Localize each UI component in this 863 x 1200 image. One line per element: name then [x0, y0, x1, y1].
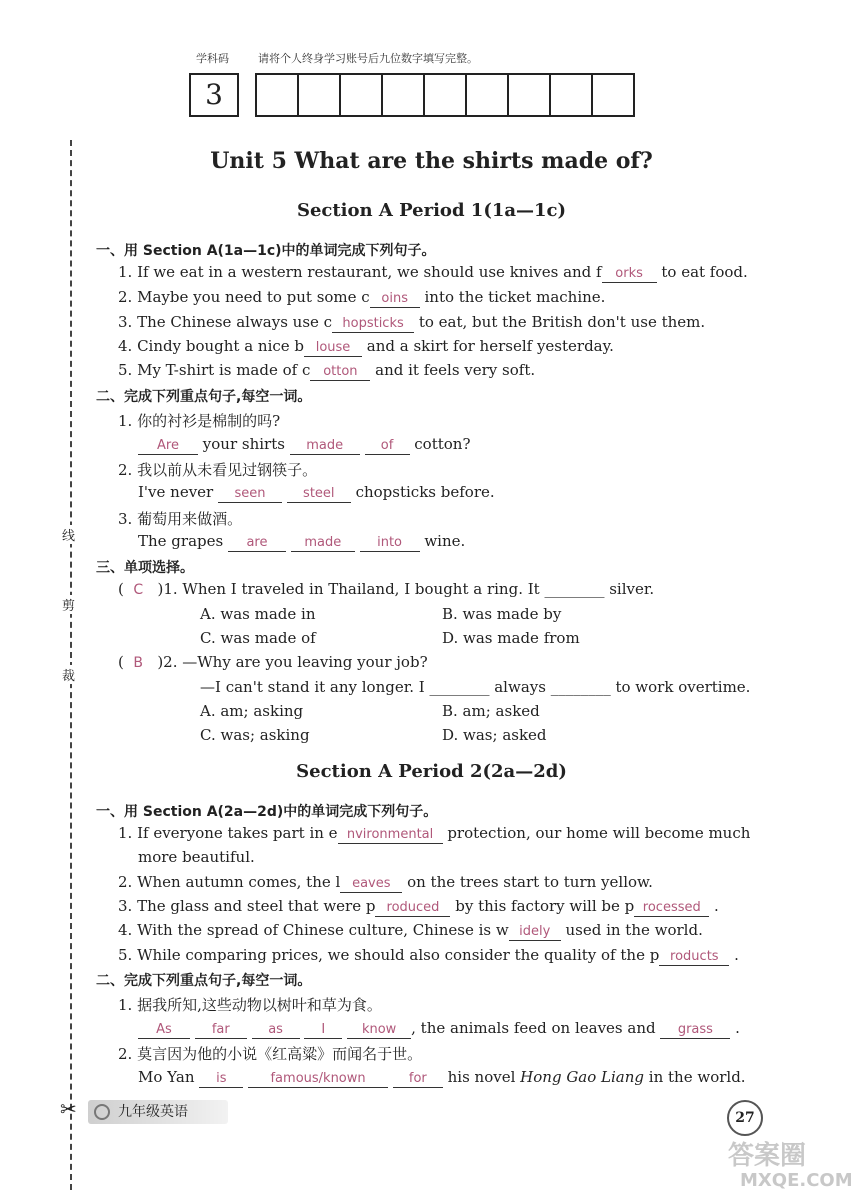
- s2-p2-q2-cn: 2. 莫言因为他的小说《红高粱》而闻名于世。: [118, 1045, 423, 1063]
- mc-q2: ( B )2. —Why are you leaving your job?: [118, 653, 428, 671]
- section1-title: Section A Period 1(1a—1c): [296, 200, 567, 221]
- answer-blank[interactable]: into: [360, 535, 420, 552]
- s1-p1-q1: 1. If we eat in a western restaurant, we should use knives and f orks to eat food.: [118, 263, 748, 281]
- answer-blank[interactable]: roduced: [375, 900, 450, 917]
- s2-part2-heading: 二、完成下列重点句子,每空一词。: [96, 973, 312, 989]
- watermark-url: MXQE.COM: [740, 1170, 853, 1191]
- s1-p1-q3: 3. The Chinese always use c hopsticks to eat, but the British don't use them.: [118, 313, 706, 331]
- mc-q2-option-d: D. was; asked: [442, 726, 547, 744]
- answer-blank[interactable]: as: [252, 1022, 300, 1039]
- s2-p2-q1: As far as I know , the animals feed on leaves and grass .: [138, 1019, 740, 1039]
- digit-box[interactable]: [423, 73, 467, 117]
- subject-code-label: 学科码: [196, 52, 229, 65]
- digit-box[interactable]: [297, 73, 341, 117]
- digit-box[interactable]: [549, 73, 593, 117]
- s1-p1-q4: 4. Cindy bought a nice b louse and a skirt for herself yesterday.: [118, 337, 614, 355]
- digit-box[interactable]: [381, 73, 425, 117]
- s1-p2-q3-cn: 3. 葡萄用来做酒。: [118, 510, 243, 528]
- answer-blank[interactable]: I: [304, 1022, 342, 1039]
- watermark-text: 答案圈: [728, 1141, 807, 1171]
- answer-blank[interactable]: seen: [218, 486, 282, 503]
- mc-q2-option-a: A. am; asking: [200, 702, 304, 720]
- answer-blank[interactable]: orks: [602, 266, 657, 283]
- mc-q1-option-c: C. was made of: [200, 629, 316, 647]
- s2-p1-q2: 2. When autumn comes, the l eaves on the trees start to turn yellow.: [118, 873, 653, 891]
- mc-q2-line2: —I can't stand it any longer. I ________ always ________ to work overtime.: [200, 678, 751, 696]
- s1-part3-heading: 三、单项选择。: [96, 560, 194, 576]
- s1-p2-q1-cn: 1. 你的衬衫是棉制的吗?: [118, 412, 281, 430]
- mc-q1: ( C )1. When I traveled in Thailand, I bought a ring. It ________ silver.: [118, 580, 655, 598]
- answer-blank[interactable]: made: [290, 438, 360, 455]
- digit-box[interactable]: [339, 73, 383, 117]
- digit-box[interactable]: [465, 73, 509, 117]
- s1-part2-heading: 二、完成下列重点句子,每空一词。: [96, 389, 312, 405]
- page-number: 27: [727, 1100, 763, 1136]
- answer-blank[interactable]: steel: [287, 486, 351, 503]
- answer-blank[interactable]: louse: [304, 340, 362, 357]
- s1-p2-q3: The grapes are made into wine.: [138, 532, 466, 550]
- s2-p2-q2: Mo Yan is famous/known for his novel Hong Gao Liang in the world.: [138, 1068, 746, 1086]
- cut-label-line: 线: [62, 525, 75, 544]
- subject-code-box: 3: [189, 73, 239, 117]
- choice-answer[interactable]: C: [133, 582, 144, 598]
- unit-title: Unit 5 What are the shirts made of?: [210, 148, 653, 174]
- s2-p1-q1-cont: more beautiful.: [138, 848, 255, 866]
- mc-q1-option-d: D. was made from: [442, 629, 580, 647]
- s2-part1-heading: 一、用 Section A(2a—2d)中的单词完成下列句子。: [96, 804, 438, 820]
- cut-label-trim: 裁: [62, 665, 75, 684]
- badge-icon: [94, 1104, 110, 1120]
- answer-blank[interactable]: of: [365, 438, 410, 455]
- cut-label-cut: 剪: [62, 595, 75, 614]
- answer-blank[interactable]: rocessed: [634, 900, 709, 917]
- digit-box[interactable]: [255, 73, 299, 117]
- mc-q1-option-b: B. was made by: [442, 605, 562, 623]
- section2-title: Section A Period 2(2a—2d): [296, 761, 567, 782]
- answer-blank[interactable]: eaves: [340, 876, 402, 893]
- answer-blank[interactable]: grass: [660, 1022, 730, 1039]
- answer-blank[interactable]: idely: [509, 924, 561, 941]
- choice-answer[interactable]: B: [133, 655, 143, 671]
- s2-p1-q4: 4. With the spread of Chinese culture, Chinese is w idely used in the world.: [118, 921, 703, 939]
- mc-q1-option-a: A. was made in: [200, 605, 316, 623]
- answer-blank[interactable]: made: [291, 535, 355, 552]
- book-label: 九年级英语: [88, 1100, 228, 1124]
- answer-blank[interactable]: hopsticks: [332, 316, 414, 333]
- answer-blank[interactable]: far: [195, 1022, 247, 1039]
- answer-blank[interactable]: for: [393, 1071, 443, 1088]
- s1-p1-q2: 2. Maybe you need to put some c oins into the ticket machine.: [118, 288, 606, 306]
- s1-part1-heading: 一、用 Section A(1a—1c)中的单词完成下列句子。: [96, 243, 436, 259]
- s2-p1-q1: 1. If everyone takes part in e nvironmental protection, our home will become much: [118, 824, 751, 842]
- digit-box[interactable]: [507, 73, 551, 117]
- s1-p2-q2: I've never seen steel chopsticks before.: [138, 483, 495, 501]
- scissors-icon: ✂: [60, 1097, 77, 1121]
- mc-q2-option-c: C. was; asking: [200, 726, 310, 744]
- answer-blank[interactable]: otton: [310, 364, 370, 381]
- s2-p2-q1-cn: 1. 据我所知,这些动物以树叶和草为食。: [118, 996, 382, 1014]
- s1-p2-q1: Are your shirts made of cotton?: [138, 435, 471, 455]
- answer-blank[interactable]: nvironmental: [338, 827, 443, 844]
- answer-blank[interactable]: know: [347, 1022, 411, 1039]
- s1-p1-q5: 5. My T-shirt is made of c otton and it feels very soft.: [118, 361, 536, 379]
- s2-p1-q3: 3. The glass and steel that were p roduced by this factory will be p rocessed .: [118, 897, 719, 915]
- mc-q2-option-b: B. am; asked: [442, 702, 540, 720]
- answer-blank[interactable]: oins: [370, 291, 420, 308]
- s1-p2-q2-cn: 2. 我以前从未看见过钢筷子。: [118, 461, 318, 479]
- account-instruction: 请将个人终身学习账号后九位数字填写完整。: [258, 52, 478, 65]
- answer-blank[interactable]: famous/known: [248, 1071, 388, 1088]
- s2-p1-q5: 5. While comparing prices, we should also consider the quality of the p roducts .: [118, 946, 739, 964]
- answer-blank[interactable]: are: [228, 535, 286, 552]
- answer-blank[interactable]: As: [138, 1022, 190, 1039]
- answer-blank[interactable]: roducts: [659, 949, 729, 966]
- code-boxes: [189, 73, 633, 117]
- answer-blank[interactable]: is: [199, 1071, 243, 1088]
- digit-box[interactable]: [591, 73, 635, 117]
- answer-blank[interactable]: Are: [138, 438, 198, 455]
